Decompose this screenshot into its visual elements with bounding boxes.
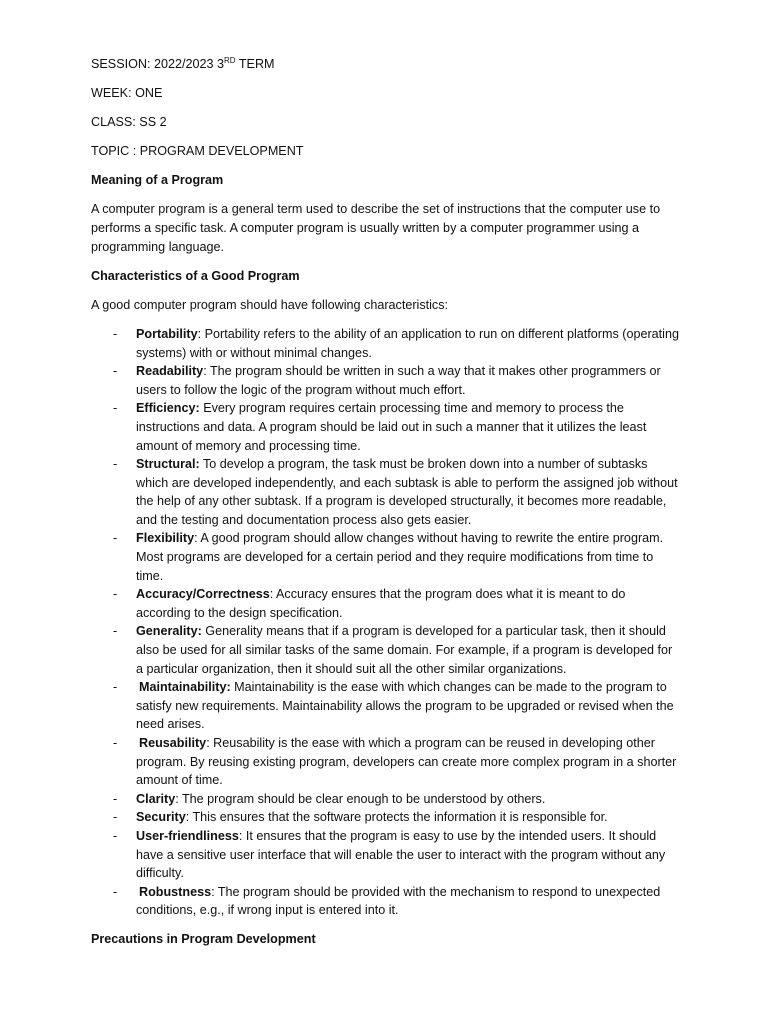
list-item-text: : Reusability is the ease with which a program can be reused in developing other program. By reusing existing program, developers can create more complex program in a shorter amount of time.	[136, 736, 677, 788]
list-item-text: Maintainability is the ease with which changes can be made to the program to satisfy new requirements. Maintainability allows the program to be upgraded or revised when the need arises.	[136, 680, 674, 732]
list-item-efficiency	[91, 399, 681, 455]
list-item-text: : Portability refers to the ability of an application to run on different platforms (operating systems) with or without minimal changes.	[136, 326, 679, 360]
session-prefix: SESSION: 2022/2023 3	[91, 57, 225, 71]
list-item-text: Generality means that if a program is developed for a particular task, then it should also be used for all similar tasks of the same domain. For example, if a program is developed for a particular organization, then it should suit all the other similar organizations.	[136, 624, 673, 676]
characteristics-list	[91, 325, 681, 920]
list-item-term: Efficiency:	[136, 401, 200, 416]
bullet-dash: -	[113, 791, 118, 806]
list-item-term: Structural:	[136, 457, 200, 472]
list-item-term: Readability	[136, 364, 204, 379]
meaning-heading: Meaning of a Program	[91, 173, 224, 188]
list-item-text: : The program should be written in such a way that it makes other programmers or users to follow the logic of the program without much effort.	[136, 364, 661, 397]
list-item-text: : It ensures that the program is easy to use by the intended users. It should have a sensitive user interface that will enable the user to interact with the program without any difficulty.	[136, 828, 666, 881]
meaning-paragraph: A computer program is a general term used to describe the set of instructions that the computer use to performs a specific task. A computer program is usually written by a computer programmer using a programming language.	[91, 202, 661, 254]
list-item-accuracy	[91, 585, 681, 622]
list-item-robustness	[91, 883, 681, 920]
document-body	[91, 55, 681, 960]
bullet-dash: -	[113, 810, 118, 825]
bullet-dash: -	[113, 457, 118, 472]
list-item-clarity	[91, 790, 681, 809]
list-item-term: Reusability	[139, 736, 207, 750]
list-item-term: Flexibility	[136, 531, 195, 546]
list-item-maintainability	[91, 678, 681, 734]
session-superscript: RD	[224, 55, 236, 65]
list-item-text: : The program should be clear enough to be understood by others.	[175, 791, 546, 806]
class-line: CLASS: SS 2	[91, 115, 167, 130]
session-suffix: TERM	[235, 57, 275, 71]
list-item-text: : Accuracy ensures that the program does what it is meant to do according to the design specification.	[136, 587, 626, 620]
list-item-text: : A good program should allow changes without having to rewrite the entire program. Most programs are developed for a certain period and they require modifications from time to time.	[136, 531, 664, 583]
bullet-dash: -	[113, 531, 118, 546]
bullet-dash: -	[113, 828, 118, 843]
list-item-reusability	[91, 734, 681, 790]
bullet-dash: -	[113, 680, 118, 695]
bullet-dash: -	[113, 736, 118, 750]
list-item-term: Maintainability:	[139, 680, 231, 695]
topic-line: TOPIC : PROGRAM DEVELOPMENT	[91, 144, 304, 159]
bullet-dash: -	[113, 364, 118, 379]
characteristics-heading: Characteristics of a Good Program	[91, 268, 300, 283]
list-item-security	[91, 808, 681, 827]
list-item-structural	[91, 455, 681, 529]
list-item-text: : The program should be provided with the mechanism to respond to unexpected conditions, e.g., if wrong input is entered into it.	[136, 884, 661, 918]
list-item-term: User-friendliness	[136, 828, 239, 843]
list-item-term: Generality:	[136, 624, 202, 639]
bullet-dash: -	[113, 884, 118, 899]
precautions-heading: Precautions in Program Development	[91, 932, 316, 947]
list-item-readability	[91, 362, 681, 399]
list-item-term: Security	[136, 810, 186, 825]
list-item-text: Every program requires certain processing time and memory to process the instructions and data. A program should be laid out in such a manner that it utilizes the least amount of memory and processing time.	[136, 401, 647, 453]
week-line: WEEK: ONE	[91, 86, 163, 101]
list-item-portability	[91, 325, 681, 362]
list-item-user-friendliness	[91, 827, 681, 883]
list-item-text: To develop a program, the task must be broken down into a number of subtasks which are developed independently, and each subtask is able to perform the assigned job without the help of any other subtask. If a program is developed structurally, it becomes more readable, and the testing and documentation process also gets easier.	[136, 457, 678, 527]
bullet-dash: -	[113, 401, 118, 416]
list-item-flexibility	[91, 529, 681, 585]
list-item-generality	[91, 622, 681, 678]
bullet-dash: -	[113, 624, 118, 639]
list-item-term: Robustness	[139, 884, 212, 899]
list-item-term: Clarity	[136, 791, 176, 806]
bullet-dash: -	[113, 326, 118, 341]
bullet-dash: -	[113, 587, 118, 602]
list-item-term: Portability	[136, 326, 198, 341]
list-item-term: Accuracy/Correctness	[136, 587, 270, 602]
list-item-text: : This ensures that the software protects the information it is responsible for.	[185, 810, 608, 825]
session-line	[91, 55, 681, 74]
characteristics-intro: A good computer program should have following characteristics:	[91, 297, 449, 312]
